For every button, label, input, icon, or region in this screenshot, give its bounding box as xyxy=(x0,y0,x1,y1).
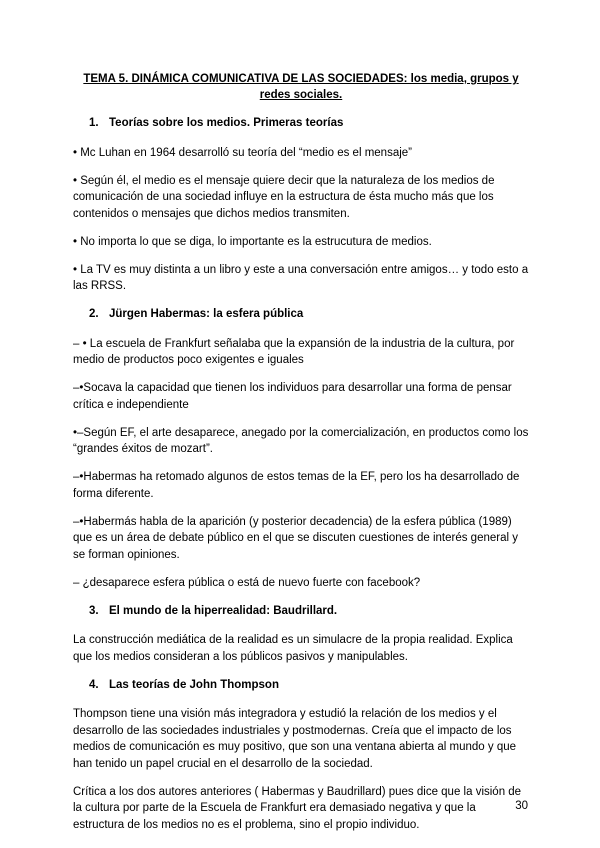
section-number: 4. xyxy=(89,678,99,691)
paragraph: – • La escuela de Frankfurt señalaba que la expansión de la industria de la cultura, por medio de productos poco exigentes e iguales xyxy=(73,337,515,366)
section-heading xyxy=(73,677,529,694)
section-heading xyxy=(73,115,529,132)
paragraph: – ¿desaparece esfera pública o está de nuevo fuerte con facebook? xyxy=(73,576,421,589)
section-number: 1. xyxy=(89,117,99,129)
section-2 xyxy=(73,306,529,591)
section-number: 2. xyxy=(89,308,99,320)
paragraph: La construcción mediática de la realidad es un simulacre de la propia realidad. Explica que los medios consideran a los públicos pasivos y manipulables. xyxy=(73,634,513,663)
section-title: Teorías sobre los medios. Primeras teorías xyxy=(109,117,344,129)
section-1 xyxy=(73,115,529,295)
paragraph: • Según él, el medio es el mensaje quiere decir que la naturaleza de los medios de comunicación de una sociedad influye en la estructura de ésta mucho más que los contenidos o mensajes que dichos medios transmiten. xyxy=(73,174,495,220)
paragraph: –•Habermás habla de la aparición (y posterior decadencia) de la esfera pública (1989) que es un área de debate público en el que se discuten cuestiones de interés general y se forman opiniones. xyxy=(73,515,518,561)
document-title: TEMA 5. DINÁMICA COMUNICATIVA DE LAS SOCIEDADES: los media, grupos y redes sociales. xyxy=(83,73,519,101)
paragraph: • Mc Luhan en 1964 desarrolló su teoría del “medio es el mensaje” xyxy=(73,146,412,159)
paragraph: • La TV es muy distinta a un libro y este a una conversación entre amigos… y todo esto a las RRSS. xyxy=(73,263,529,292)
section-title: El mundo de la hiperrealidad: Baudrillard. xyxy=(109,604,338,617)
paragraph: • No importa lo que se diga, lo importante es la estrucutura de medios. xyxy=(73,235,432,248)
section-heading xyxy=(73,603,529,620)
page-number: 30 xyxy=(515,800,528,812)
paragraph: Crítica a los dos autores anteriores ( Habermas y Baudrillard) pues dice que la visión de la cultura por parte de la Escuela de Frankfurt era demasiado negativa y que la estructura de los medios no es el problema, sino el propio individuo. xyxy=(73,785,522,831)
paragraph: –•Habermas ha retomado algunos de estos temas de la EF, pero los ha desarrollado de forma diferente. xyxy=(73,471,520,500)
paragraph: –•Socava la capacidad que tienen los individuos para desarrollar una forma de pensar crítica e independiente xyxy=(73,382,512,411)
paragraph: •–Según EF, el arte desaparece, anegado por la comercialización, en productos como los “grandes éxitos de mozart”. xyxy=(73,426,529,455)
section-3 xyxy=(73,603,529,666)
paragraph: Thompson tiene una visión más integradora y estudió la relación de los medios y el desarrollo de las sociedades industriales y postmodernas. Creía que el impacto de los medios de comunicación es muy positivo, que son una ventana abierta al mundo y que han tenido un papel crucial en el desarrollo de la sociedad. xyxy=(73,708,517,770)
section-title: Las teorías de John Thompson xyxy=(109,678,279,691)
section-4 xyxy=(73,677,529,834)
document-page xyxy=(73,71,529,845)
section-title: Jürgen Habermas: la esfera pública xyxy=(109,308,304,320)
section-number: 3. xyxy=(89,604,99,617)
section-heading xyxy=(73,306,529,323)
